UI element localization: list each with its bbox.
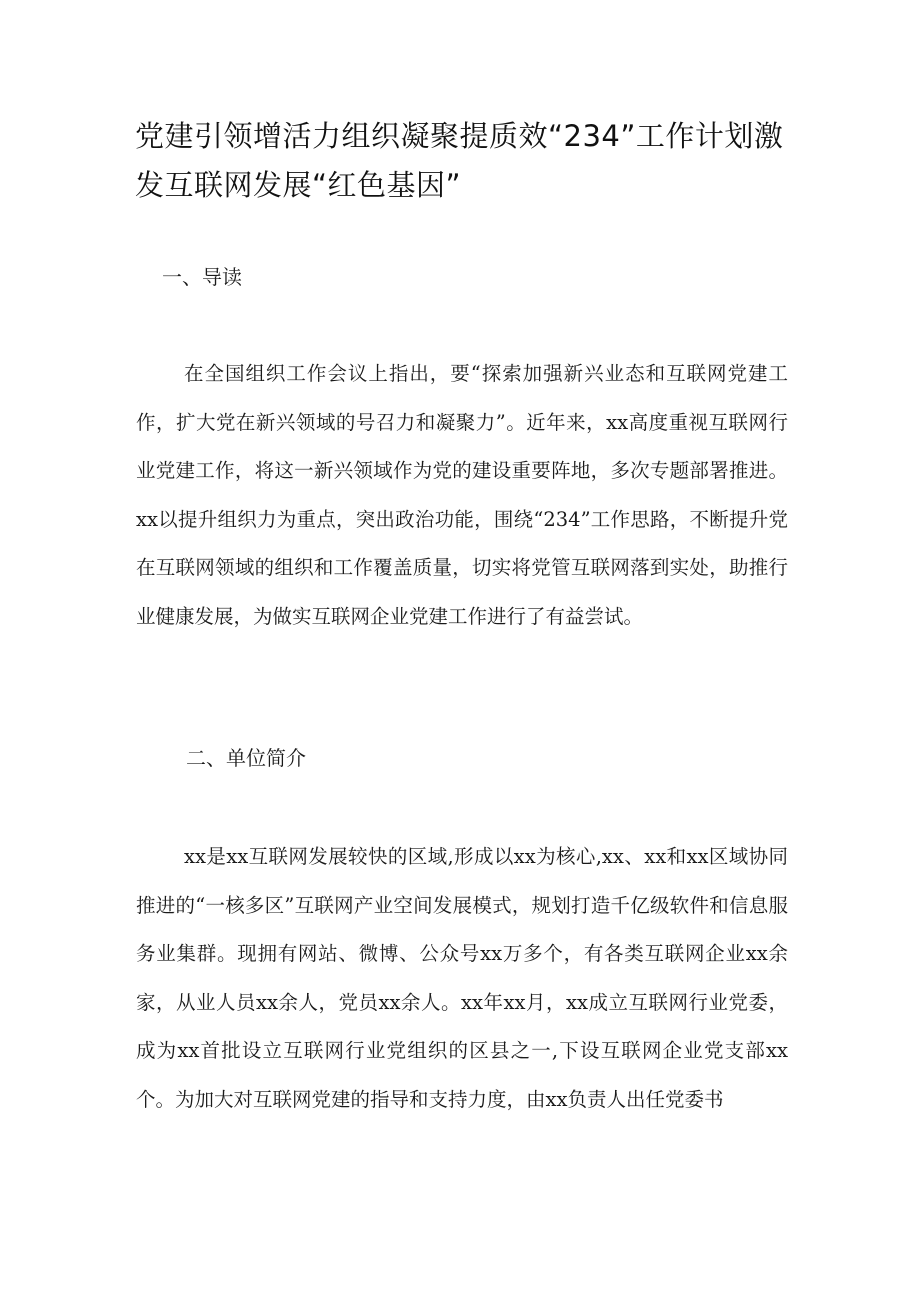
introduction-paragraph: 在全国组织工作会议上指出，要“探索加强新兴业态和互联网党建工作，扩大党在新兴领域的号召力和凝聚力”。近年来，xx高度重视互联网行业党建工作，将这一新兴领域作为党的建设重要阵地，多次专题部署推进。xx以提升组织力为重点，突出政治功能，围绕“234”工作思路，不断提升党在互联网领域的组织和工作覆盖质量，切实将党管互联网落到实处，助推行业健康发展，为做实互联网企业党建工作进行了有益尝试。 <box>136 362 788 628</box>
section-heading-introduction: 一、导读 <box>162 265 242 289</box>
section-heading-unit-profile: 二、单位简介 <box>186 746 306 770</box>
document-title: 党建引领增活力组织凝聚提质效“234”工作计划激发互联网发展“红色基因” <box>135 119 784 202</box>
unit-profile-paragraph: xx是xx互联网发展较快的区域,形成以xx为核心,xx、xx和xx区域协同推进的“一核多区”互联网产业空间发展模式，规划打造千亿级软件和信息服务业集群。现拥有网站、微博、公众号xx万多个，有各类互联网企业xx余家，从业人员xx余人，党员xx余人。xx年xx月，xx成立互联网行业党委，成为xx首批设立互联网行业党组织的区县之一,下设互联网企业党支部xx个。为加大对互联网党建的指导和支持力度，由xx负责人出任党委书 <box>136 845 788 1111</box>
